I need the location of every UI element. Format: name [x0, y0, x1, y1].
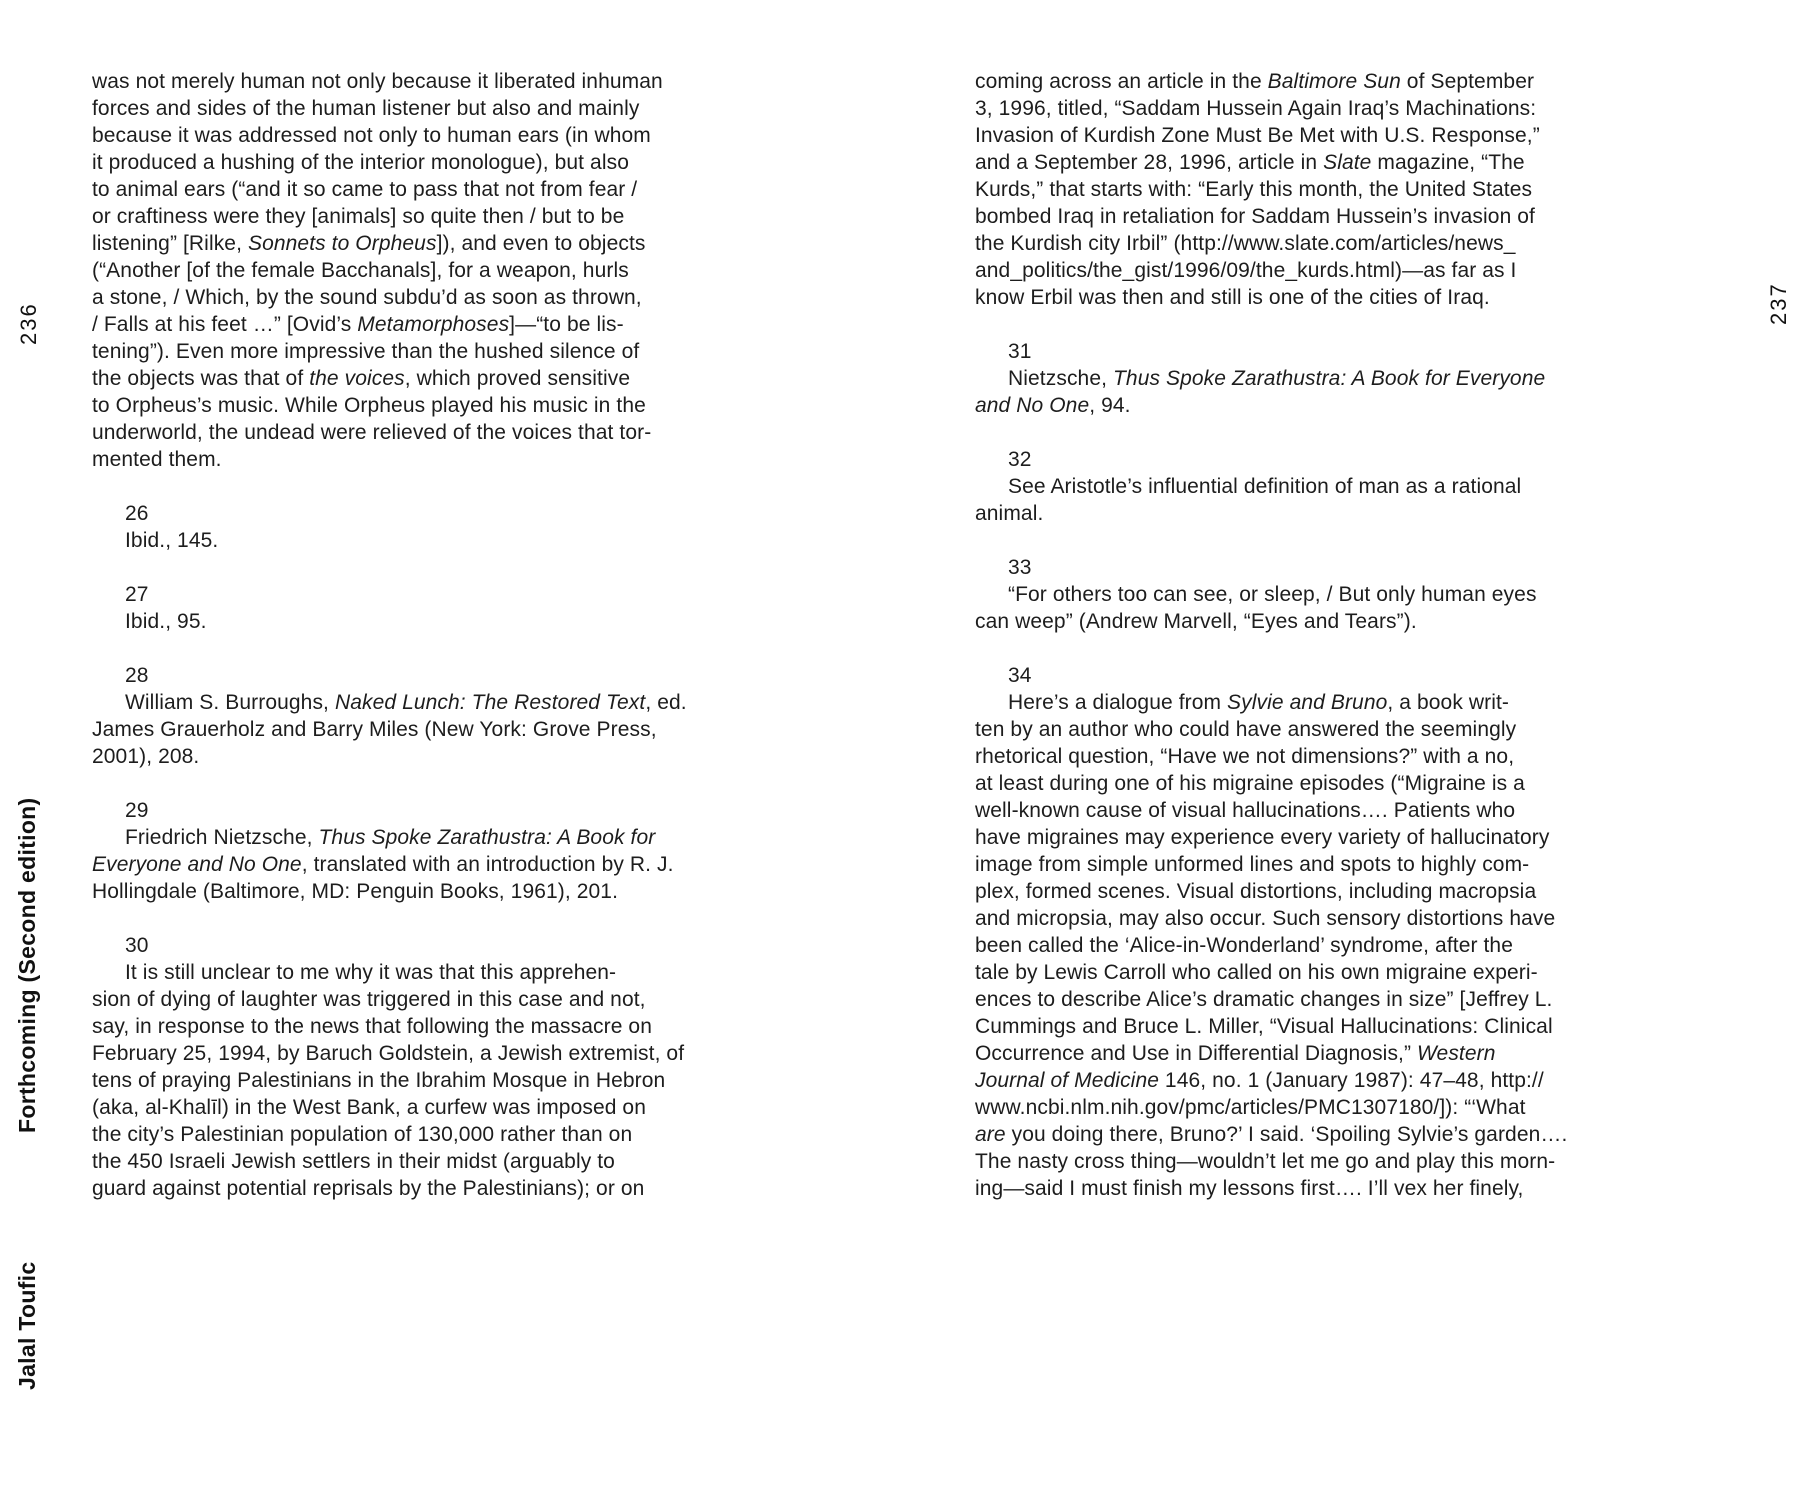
italic-text-segment: Western — [1417, 1042, 1496, 1065]
text-line — [975, 959, 1655, 986]
text-line — [92, 581, 772, 608]
text-segment: underworld, the undead were relieved of the voices that tor- — [92, 421, 652, 444]
text-segment: 3, 1996, titled, “Saddam Hussein Again Iraq’s Machinations: — [975, 97, 1537, 120]
italic-text-segment: Naked Lunch: The Restored Text — [334, 691, 646, 714]
text-line — [92, 743, 772, 770]
text-line — [92, 230, 772, 257]
text-line — [975, 1094, 1655, 1121]
text-segment: the city’s Palestinian population of 130,000 rather than on — [92, 1123, 633, 1146]
text-line — [92, 716, 772, 743]
text-segment: 27 — [125, 583, 149, 606]
text-segment: ing—said I must finish my lessons first…. I’ll vex her finely, — [975, 1177, 1524, 1200]
text-line — [92, 1175, 772, 1202]
left-column — [92, 68, 772, 1202]
text-segment: say, in response to the news that following the massacre on — [92, 1015, 652, 1038]
page-number-left: 236 — [16, 302, 41, 345]
italic-text-segment: Baltimore Sun — [1267, 70, 1401, 93]
footnote-27 — [92, 581, 772, 635]
text-segment: 32 — [1008, 448, 1032, 471]
footnote-33 — [975, 554, 1655, 635]
text-segment: 28 — [125, 664, 149, 687]
text-line — [975, 878, 1655, 905]
text-segment: , translated with an introduction by R. J. — [301, 853, 674, 876]
text-segment: the Kurdish city Irbil” (http://www.slate.com/articles/news_ — [975, 232, 1516, 255]
text-segment: listening” [Rilke, — [92, 232, 248, 255]
footnote-32 — [975, 446, 1655, 527]
text-segment: ]—“to be lis- — [509, 313, 624, 336]
italic-text-segment: the voices — [309, 367, 405, 390]
text-segment: Ibid., 95. — [125, 610, 207, 633]
text-segment: 30 — [125, 934, 149, 957]
text-segment: / Falls at his feet …” [Ovid’s — [92, 313, 358, 336]
text-segment: The nasty cross thing—wouldn’t let me go and play this morn- — [975, 1150, 1556, 1173]
text-segment: you doing there, Bruno?’ I said. ‘Spoiling Sylvie’s garden…. — [1005, 1123, 1568, 1146]
text-line — [975, 473, 1655, 500]
text-segment: February 25, 1994, by Baruch Goldstein, a Jewish extremist, of — [92, 1042, 685, 1065]
text-line — [975, 68, 1655, 95]
text-line — [975, 986, 1655, 1013]
italic-text-segment: Sylvie and Bruno — [1227, 691, 1388, 714]
text-line — [92, 1121, 772, 1148]
text-line — [975, 500, 1655, 527]
italic-text-segment: Thus Spoke Zarathustra: A Book for — [318, 826, 656, 849]
text-line — [92, 824, 772, 851]
italic-text-segment: Slate — [1323, 151, 1372, 174]
text-segment: tens of praying Palestinians in the Ibrahim Mosque in Hebron — [92, 1069, 666, 1092]
text-line — [975, 1067, 1655, 1094]
text-segment: have migraines may experience every variety of hallucinatory — [975, 826, 1550, 849]
italic-text-segment: and No One — [975, 394, 1090, 417]
text-line — [92, 608, 772, 635]
text-segment: 33 — [1008, 556, 1032, 579]
text-segment: Invasion of Kurdish Zone Must Be Met with U.S. Response,” — [975, 124, 1540, 147]
text-line — [92, 851, 772, 878]
text-line — [975, 851, 1655, 878]
text-segment: coming across an article in the — [975, 70, 1268, 93]
text-segment: (“Another [of the female Bacchanals], for a weapon, hurls — [92, 259, 629, 282]
text-segment: ten by an author who could have answered the seemingly — [975, 718, 1517, 741]
page-number-right: 237 — [1766, 282, 1791, 325]
text-line — [975, 284, 1655, 311]
text-line — [975, 338, 1655, 365]
text-segment: the objects was that of — [92, 367, 310, 390]
text-line — [92, 1013, 772, 1040]
text-line — [975, 1175, 1655, 1202]
book-title: Forthcoming (Second edition) — [14, 797, 40, 1133]
text-line — [92, 1148, 772, 1175]
text-line — [92, 500, 772, 527]
text-line — [975, 257, 1655, 284]
text-line — [92, 986, 772, 1013]
paragraph-continuation — [975, 68, 1655, 311]
text-segment: it produced a hushing of the interior monologue), but also — [92, 151, 629, 174]
text-segment: www.ncbi.nlm.nih.gov/pmc/articles/PMC1307180/]): “‘What — [975, 1096, 1526, 1119]
text-line — [975, 662, 1655, 689]
text-line — [92, 419, 772, 446]
text-line — [92, 338, 772, 365]
text-segment: rhetorical question, “Have we not dimensions?” with a no, — [975, 745, 1515, 768]
text-segment: 34 — [1008, 664, 1032, 687]
text-segment: mented them. — [92, 448, 222, 471]
text-segment: “For others too can see, or sleep, / But only human eyes — [1008, 583, 1537, 606]
text-line — [975, 1013, 1655, 1040]
text-line — [92, 797, 772, 824]
text-segment: image from simple unformed lines and spots to highly com- — [975, 853, 1530, 876]
text-line — [975, 203, 1655, 230]
text-line — [92, 95, 772, 122]
text-line — [975, 446, 1655, 473]
text-segment: (aka, al-Khalīl) in the West Bank, a curfew was imposed on — [92, 1096, 646, 1119]
text-segment: know Erbil was then and still is one of the cities of Iraq. — [975, 286, 1490, 309]
text-line — [975, 716, 1655, 743]
italic-text-segment: Thus Spoke Zarathustra: A Book for Everyone — [1112, 367, 1546, 390]
text-segment: tale by Lewis Carroll who called on his own migraine experi- — [975, 961, 1538, 984]
text-segment: See Aristotle’s influential definition of man as a rational — [1008, 475, 1522, 498]
text-segment: bombed Iraq in retaliation for Saddam Hussein’s invasion of — [975, 205, 1535, 228]
text-segment: 26 — [125, 502, 149, 525]
text-line — [92, 1067, 772, 1094]
text-line — [975, 554, 1655, 581]
text-segment: Friedrich Nietzsche, — [125, 826, 319, 849]
text-line — [92, 446, 772, 473]
text-segment: plex, formed scenes. Visual distortions, including macropsia — [975, 880, 1537, 903]
text-segment: Kurds,” that starts with: “Early this month, the United States — [975, 178, 1533, 201]
text-segment: forces and sides of the human listener but also and mainly — [92, 97, 640, 120]
text-line — [975, 1121, 1655, 1148]
text-segment: , which proved sensitive — [404, 367, 631, 390]
text-line — [92, 527, 772, 554]
text-segment: Ibid., 145. — [125, 529, 219, 552]
text-segment: at least during one of his migraine episodes (“Migraine is a — [975, 772, 1525, 795]
italic-text-segment: Journal of Medicine — [975, 1069, 1159, 1092]
book-author: Jalal Toufic — [14, 1261, 40, 1390]
text-segment: well-known cause of visual hallucinations…. Patients who — [975, 799, 1516, 822]
footnote-26 — [92, 500, 772, 554]
text-segment: guard against potential reprisals by the Palestinians); or on — [92, 1177, 645, 1200]
text-segment: tening”). Even more impressive than the hushed silence of — [92, 340, 640, 363]
text-line — [975, 743, 1655, 770]
text-segment: Here’s a dialogue from — [1008, 691, 1228, 714]
text-line — [975, 932, 1655, 959]
text-segment: , 94. — [1089, 394, 1131, 417]
footnote-34 — [975, 662, 1655, 1202]
text-line — [975, 230, 1655, 257]
text-segment: James Grauerholz and Barry Miles (New York: Grove Press, — [92, 718, 657, 741]
text-line — [92, 311, 772, 338]
text-line — [92, 68, 772, 95]
text-segment: magazine, “The — [1371, 151, 1525, 174]
italic-text-segment: Metamorphoses — [357, 313, 510, 336]
text-segment: a stone, / Which, by the sound subdu’d as soon as thrown, — [92, 286, 642, 309]
text-line — [92, 284, 772, 311]
text-line — [975, 770, 1655, 797]
text-line — [975, 1040, 1655, 1067]
footnote-29 — [92, 797, 772, 905]
text-line — [975, 905, 1655, 932]
right-column — [975, 68, 1655, 1202]
text-segment: ]), and even to objects — [436, 232, 646, 255]
text-segment: William S. Burroughs, — [125, 691, 335, 714]
text-segment: It is still unclear to me why it was that this apprehen- — [125, 961, 617, 984]
text-line — [975, 824, 1655, 851]
footnote-28 — [92, 662, 772, 770]
text-line — [92, 122, 772, 149]
text-line — [92, 149, 772, 176]
text-segment: or craftiness were they [animals] so quite then / but to be — [92, 205, 625, 228]
text-line — [92, 365, 772, 392]
text-line — [975, 797, 1655, 824]
text-line — [92, 959, 772, 986]
text-segment: , a book writ- — [1387, 691, 1510, 714]
text-segment: been called the ‘Alice-in-Wonderland’ syndrome, after the — [975, 934, 1513, 957]
text-segment: was not merely human not only because it liberated inhuman — [92, 70, 663, 93]
text-line — [975, 95, 1655, 122]
text-line — [975, 1148, 1655, 1175]
text-line — [975, 365, 1655, 392]
text-line — [92, 392, 772, 419]
text-segment: to animal ears (“and it so came to pass that not from fear / — [92, 178, 638, 201]
text-segment: and_politics/the_gist/1996/09/the_kurds.html)—as far as I — [975, 259, 1517, 282]
text-segment: 146, no. 1 (January 1987): 47–48, http:// — [1159, 1069, 1544, 1092]
text-line — [975, 122, 1655, 149]
italic-text-segment: are — [975, 1123, 1006, 1146]
text-line — [975, 608, 1655, 635]
text-line — [975, 149, 1655, 176]
text-segment: 29 — [125, 799, 149, 822]
text-line — [92, 932, 772, 959]
footnote-31 — [975, 338, 1655, 419]
text-segment: Hollingdale (Baltimore, MD: Penguin Books, 1961), 201. — [92, 880, 619, 903]
text-segment: , ed. — [645, 691, 687, 714]
text-line — [975, 581, 1655, 608]
text-segment: sion of dying of laughter was triggered in this case and not, — [92, 988, 646, 1011]
italic-text-segment: Everyone and No One — [92, 853, 302, 876]
italic-text-segment: Sonnets to Orpheus — [247, 232, 437, 255]
text-line — [92, 689, 772, 716]
text-segment: and micropsia, may also occur. Such sensory distortions have — [975, 907, 1556, 930]
text-segment: and a September 28, 1996, article in — [975, 151, 1324, 174]
text-line — [975, 176, 1655, 203]
text-line — [92, 257, 772, 284]
text-segment: the 450 Israeli Jewish settlers in their midst (arguably to — [92, 1150, 615, 1173]
text-segment: animal. — [975, 502, 1044, 525]
text-segment: 2001), 208. — [92, 745, 200, 768]
text-line — [92, 1094, 772, 1121]
text-line — [975, 392, 1655, 419]
text-segment: Cummings and Bruce L. Miller, “Visual Hallucinations: Clinical — [975, 1015, 1553, 1038]
text-line — [92, 662, 772, 689]
text-line — [975, 689, 1655, 716]
text-segment: Occurrence and Use in Differential Diagnosis,” — [975, 1042, 1418, 1065]
text-segment: can weep” (Andrew Marvell, “Eyes and Tears”). — [975, 610, 1417, 633]
footnote-30 — [92, 932, 772, 1202]
text-segment: Nietzsche, — [1008, 367, 1113, 390]
text-line — [92, 176, 772, 203]
text-line — [92, 878, 772, 905]
text-segment: ences to describe Alice’s dramatic changes in size” [Jeffrey L. — [975, 988, 1553, 1011]
text-line — [92, 1040, 772, 1067]
text-segment: 31 — [1008, 340, 1032, 363]
paragraph-continuation — [92, 68, 772, 473]
text-segment: to Orpheus’s music. While Orpheus played his music in the — [92, 394, 646, 417]
text-segment: of September — [1400, 70, 1535, 93]
text-segment: because it was addressed not only to human ears (in whom — [92, 124, 651, 147]
text-line — [92, 203, 772, 230]
